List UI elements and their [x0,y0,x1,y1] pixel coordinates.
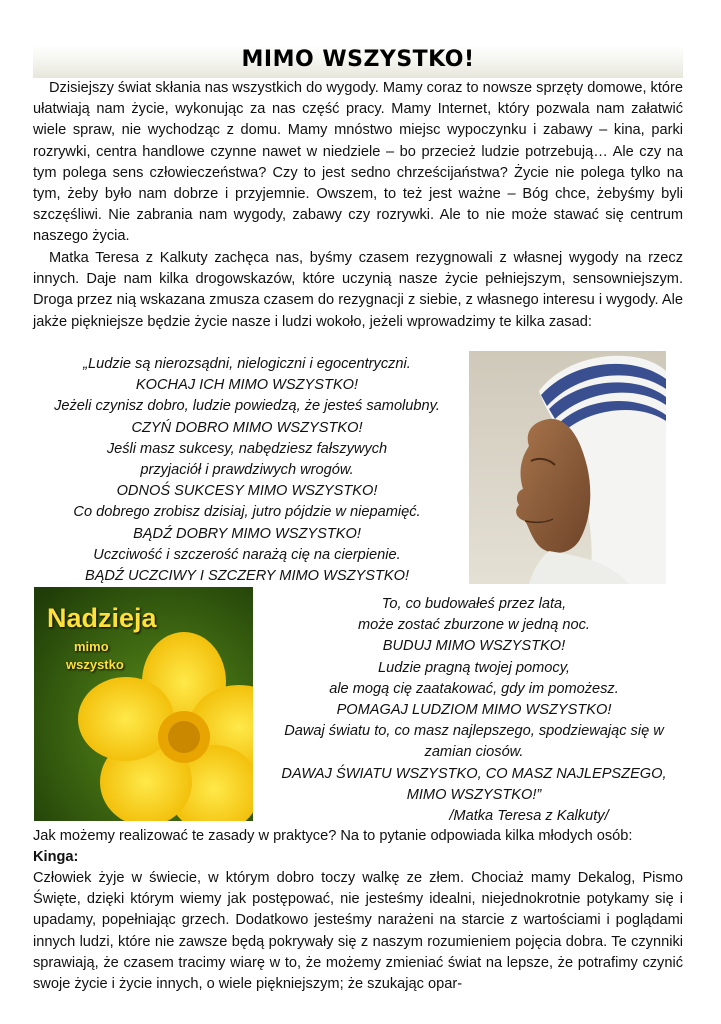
intro-paragraph-2: Matka Teresa z Kalkuty zachęca nas, byśmy czasem rezygnowali z własnej wygody na rzecz innych. Daje nam kilka drogowskazów, które uczynią nasze życie pełniejszym, sensowniejszym. Droga przez nią wskazana zmusza czasem do rezygnacji z siebie, z własnego interesu i wygody. Ale jakże piękniejsze będzie życie nasze i ludzi wokoło, jeżeli wprowadzimy te kilka zasad: [33,250,683,330]
hope-flower-image [34,587,253,821]
poem-line: DAWAJ ŚWIATU WSZYSTKO, CO MASZ NAJLEPSZEGO, [281,765,667,782]
answer-paragraph: Człowiek żyje w świecie, w którym dobro toczy walkę ze złem. Chociaż mamy Dekalog, Pismo Święte, dzięki którym wiemy jak postępować, nie jesteśmy idealni, niejednokrotnie potykamy się i upadamy, popełniając grzech. Dodatkowo jesteśmy narażeni na starcie z wartościami i poglądami innych ludzi, które nie zawsze będą pokrywały się z naszym rozumieniem pojęcia dobra. Te czynniki sprawiają, że czasem tracimy wiarę w to, że możemy zmieniać świat na lepsze, że potrafimy czynić swoje życie i życie innych, o wiele piękniejszym; że szukając opar- [33,870,683,993]
poem-line: Uczciwość i szczerość narażą cię na cierpienie. [93,546,401,563]
poem-line: BĄDŹ UCZCIWY I SZCZERY MIMO WSZYSTKO! [84,568,410,585]
poem-line: przyjaciół i prawdziwych wrogów. [140,462,354,479]
poem-line: CZYŃ DOBRO MIMO WSZYSTKO! [131,419,363,436]
flower-caption-title: Nadzieja [47,603,157,633]
poem-line: Ludzie pragną twojej pomocy, [378,659,570,676]
poem-line: ale mogą cię zaatakować, gdy im pomożesz. [329,680,619,697]
poem-line: Co dobrego zrobisz dzisiaj, jutro pójdzie w niepamięć. [73,504,421,521]
intro-paragraph-1: Dzisiejszy świat skłania nas wszystkich do wygody. Mamy coraz to nowsze sprzęty domowe, które ułatwiają nam życie, wykonując za nas część pracy. Mamy Internet, który pozwala nam załatwić wiele spraw, nie wychodząc z domu. Mamy mnóstwo miejsc wypoczynku i zabawy – kina, parki rozrywki, centra handlowe czynne nawet w niedziele – bo przecież ludzie potrzebują… Ale czy na tym polega sens człowieczeństwa? Czy to jest sedno chrześcijaństwa? Życie nie polega tylko na tym, żeby było nam dobrze i przyjemnie. Owszem, to też jest ważne – Bóg chce, żebyśmy byli szczęśliwi. Nie zabrania nam wygody, zabawy czy rozrywki. Ale to nie może stawać się centrum naszego życia. [33,80,683,245]
poem-line: BĄDŹ DOBRY MIMO WSZYSTKO! [133,525,361,542]
poem-line: zamian ciosów. [424,744,524,761]
page-title: MIMO WSZYSTKO! [241,47,475,72]
flower-caption-line2: mimo [74,639,109,654]
speaker-name: Kinga: [33,849,79,865]
poem-line: Jeżeli czynisz dobro, ludzie powiedzą, że jesteś samolubny. [54,398,440,415]
poem-part-2 [262,594,686,827]
poem-line: Dawaj światu to, co masz najlepszego, spodziewając się w [284,723,664,740]
poem-line: BUDUJ MIMO WSZYSTKO! [382,638,566,655]
poem-attribution: /Matka Teresa z Kalkuty/ [449,808,609,825]
poem-line: ODNOŚ SUKCESY MIMO WSZYSTKO! [116,483,378,500]
poem-part-1 [40,354,454,587]
poem-line: To, co budowałeś przez lata, [381,596,567,612]
mother-teresa-photo [469,351,666,584]
flower-caption-line3: wszystko [66,657,124,672]
poem-line: MIMO WSZYSTKO!” [406,786,542,803]
poem-line: Jeśli masz sukcesy, nabędziesz fałszywych [106,440,388,457]
question-text: Jak możemy realizować te zasady w praktyce? Na to pytanie odpowiada kilka młodych osób: [33,828,633,844]
poem-line: KOCHAJ ICH MIMO WSZYSTKO! [135,377,359,394]
poem-line: POMAGAJ LUDZIOM MIMO WSZYSTKO! [336,702,612,719]
poem-line: „Ludzie są nierozsądni, nielogiczni i egocentryczni. [83,356,411,372]
poem-line: może zostać zburzone w jedną noc. [357,617,590,634]
